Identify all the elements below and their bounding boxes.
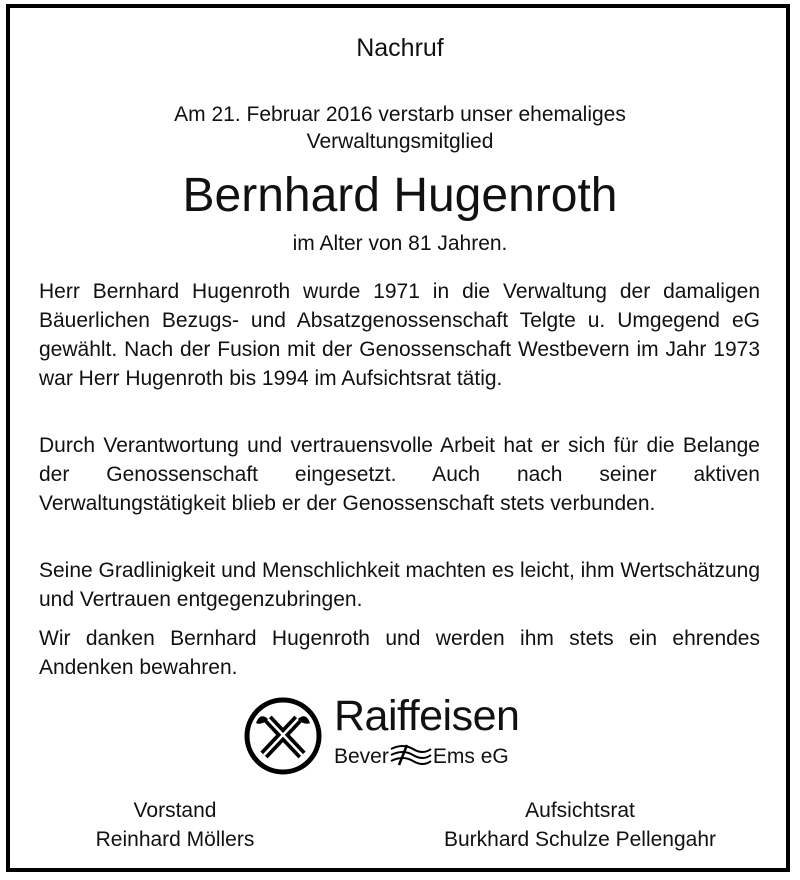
deceased-name: Bernhard Hugenroth bbox=[182, 169, 618, 222]
paragraph-1: Herr Bernhard Hugenroth wurde 1971 in die Verwaltung der damaligen Bäuerlichen Bezugs- und Absatzgenossenschaft Telgte u. Umgegend eG gewählt. Nach der Fusion mit der Genossenschaft Westbevern im Jahr 1973 war Herr Hugenroth bis 1994 im Aufsichtsrat tätig. bbox=[39, 280, 760, 390]
logo-sub-right: Ems eG bbox=[432, 745, 509, 768]
signature-right-name: Burkhard Schulze Pellengahr bbox=[444, 828, 716, 851]
logo-brand-text: Raiffeisen bbox=[334, 692, 520, 740]
paragraph-2: Durch Verantwortung und vertrauensvolle Arbeit hat er sich für die Belange der Genossenschaft eingesetzt. Auch nach seiner aktiven Verwaltungstätigkeit blieb er der Genossenschaft stets verbunden. bbox=[39, 434, 760, 515]
logo-sub-left: Bever bbox=[334, 745, 389, 768]
paragraph-3: Seine Gradlinigkeit und Menschlichkeit machten es leicht, ihm Wertschätzung und Vertrauen entgegenzubringen. bbox=[39, 559, 760, 611]
signature-left-role: Vorstand bbox=[133, 799, 217, 822]
river-wave-icon bbox=[389, 745, 433, 767]
deceased-age: im Alter von 81 Jahren. bbox=[292, 232, 508, 255]
raiffeisen-logo bbox=[244, 692, 564, 775]
notice-heading: Nachruf bbox=[356, 34, 444, 62]
intro-line-1: Am 21. Februar 2016 verstarb unser ehemaliges bbox=[174, 103, 626, 126]
raiffeisen-crossed-horses-icon bbox=[244, 697, 322, 775]
signature-left bbox=[0, 796, 350, 854]
signature-right bbox=[380, 796, 780, 854]
signature-left-name: Reinhard Möllers bbox=[95, 828, 255, 851]
logo-subtitle bbox=[334, 745, 509, 769]
paragraph-4: Wir danken Bernhard Hugenroth und werden ihm stets ein ehrendes Andenken bewahren. bbox=[39, 627, 760, 679]
notice-intro bbox=[0, 101, 800, 155]
intro-line-2: Verwaltungsmitglied bbox=[306, 130, 494, 153]
signature-right-role: Aufsichtsrat bbox=[525, 799, 635, 822]
